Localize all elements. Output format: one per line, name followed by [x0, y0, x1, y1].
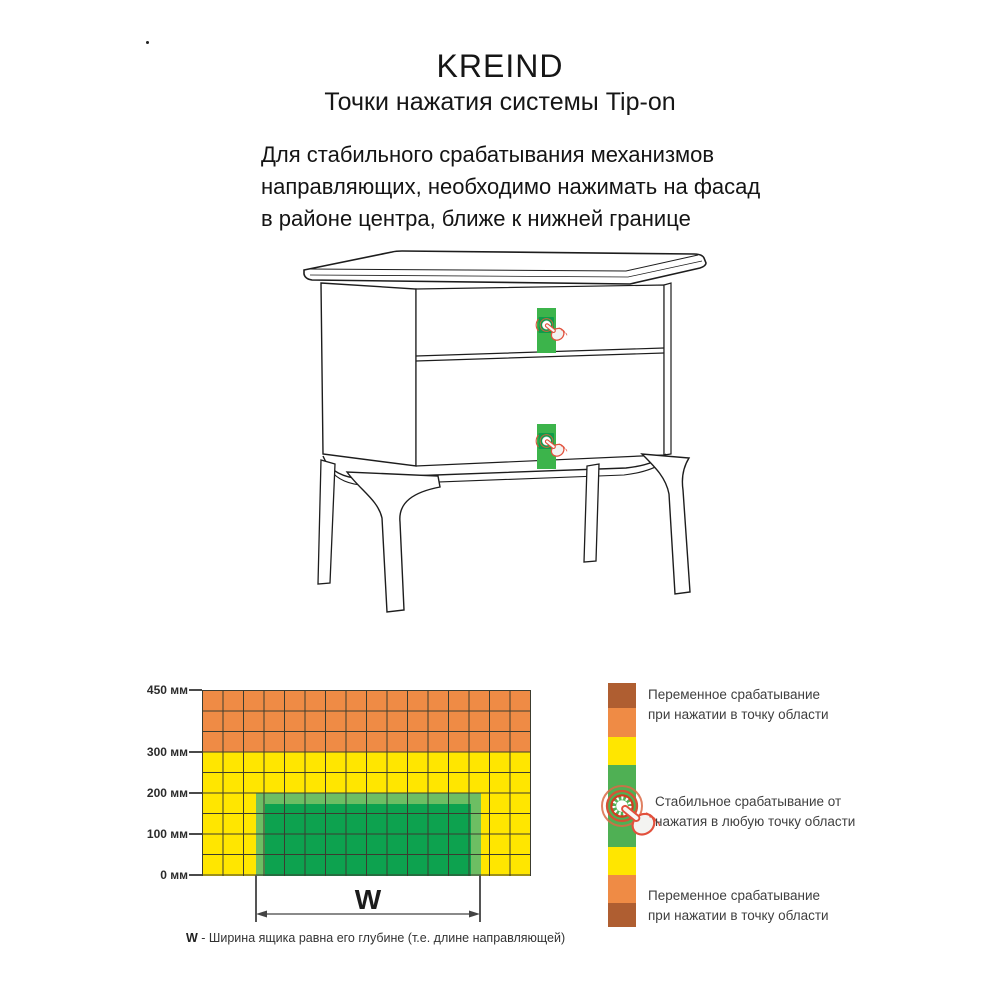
side-panel: [321, 283, 416, 466]
zone-stable-inner: [265, 804, 471, 876]
axis-tick-300: 300 мм: [146, 744, 188, 759]
page-title: Точки нажатия системы Tip-on: [324, 88, 676, 116]
axis-tick-200: 200 мм: [146, 785, 188, 800]
width-arrow: [255, 906, 481, 922]
legend-line: Переменное срабатывание: [648, 888, 821, 903]
description-line: направляющих, необходимо нажимать на фасад: [261, 174, 761, 199]
caption-text: - Ширина ящика равна его глубине (т.е. длине направляющей): [197, 931, 566, 945]
legend-line: Стабильное срабатывание от: [655, 794, 842, 809]
artifact-dot: [146, 41, 149, 44]
furniture-illustration: [290, 242, 714, 634]
zone-variable-top: [202, 690, 531, 752]
description-line: в районе центра, ближе к нижней границе: [261, 206, 691, 231]
axis-tick-450: 450 мм: [146, 683, 188, 697]
description-line: Для стабильного срабатывания механизмов: [261, 142, 715, 167]
leg-front-right: [642, 454, 690, 594]
top-slab: [304, 251, 706, 284]
legend-segment-yellow: [608, 737, 636, 765]
legend-segment-brown: [608, 683, 636, 708]
legend-item-variable-top: [648, 685, 829, 724]
legend-line: при нажатии в точку области: [648, 706, 829, 722]
legend-line: при нажатии в точку области: [648, 907, 829, 923]
tick-mark: [189, 833, 202, 835]
leg-back-right: [584, 464, 599, 562]
legend-segment-orange: [608, 875, 636, 903]
tick-mark: [189, 689, 202, 691]
legend-line: нажатия в любую точку области: [655, 813, 856, 829]
right-stile: [664, 283, 671, 455]
press-zone-chart: [202, 690, 531, 876]
axis-tick-0: 0 мм: [160, 867, 188, 882]
axis-tick-100: 100 мм: [146, 826, 188, 841]
tick-mark: [189, 874, 202, 876]
legend-segment-orange: [608, 708, 636, 737]
width-label: W: [354, 884, 382, 915]
legend-item-stable: [655, 792, 855, 831]
leg-front-left: [347, 472, 440, 612]
tick-mark: [189, 751, 202, 753]
legend-segment-brown: [608, 903, 636, 927]
leg-back-left: [318, 460, 335, 584]
description-text: [261, 139, 760, 235]
chart-caption: [186, 931, 565, 945]
brand-title: KREIND: [436, 48, 564, 84]
caption-bold: W: [186, 931, 198, 945]
tick-mark: [189, 792, 202, 794]
nightstand-drawing: [290, 242, 714, 634]
legend-item-variable-bottom: [648, 886, 829, 925]
legend-line: Переменное срабатывание: [648, 687, 821, 702]
